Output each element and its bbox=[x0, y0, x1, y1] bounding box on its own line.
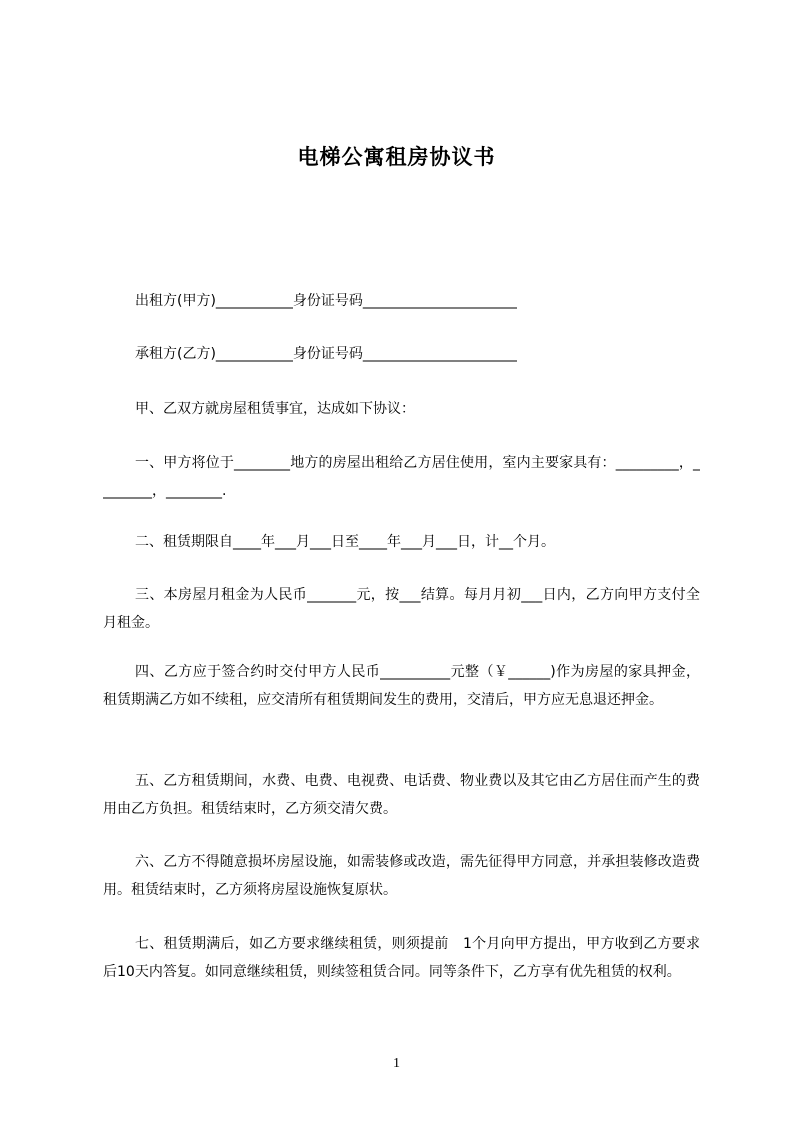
lessor-line: 出租方(甲方)___________身份证号码______________________ bbox=[135, 293, 517, 309]
intro-line: 甲、乙双方就房屋租赁事宜，达成如下协议： bbox=[135, 401, 415, 417]
page-number: 1 bbox=[393, 1056, 400, 1071]
clause-5: 五、乙方租赁期间，水费、电费、电视费、电话费、物业费以及其它由乙方居住而产生的费用由乙方负担。租赁结束时，乙方须交清欠费。 bbox=[103, 773, 700, 817]
clause-2: 二、租赁期限自____年___月___日至____年___月___日，计__个月。 bbox=[135, 534, 555, 550]
page-title: 电梯公寓租房协议书 bbox=[297, 145, 496, 169]
clause-7: 七、租赁期满后，如乙方要求继续租赁，则须提前 1个月向甲方提出，甲方收到乙方要求后10天内答复。如同意继续租赁，则续签租赁合同。同等条件下，乙方享有优先租赁的权利。 bbox=[103, 936, 700, 980]
clause-4: 四、乙方应于签合约时交付甲方人民币__________元整（￥______)作为房屋的家具押金，租赁期满乙方如不续租，应交清所有租赁期间发生的费用，交清后，甲方应无息退还押金。 bbox=[103, 664, 700, 708]
clause-1: 一、甲方将位于________地方的房屋出租给乙方居住使用，室内主要家具有：_________，________，________. bbox=[103, 455, 700, 499]
clause-3: 三、本房屋月租金为人民币_______元，按___结算。每月月初___日内，乙方向甲方支付全月租金。 bbox=[103, 587, 700, 631]
lessee-line: 承租方(乙方)___________身份证号码______________________ bbox=[135, 346, 517, 362]
clause-6: 六、乙方不得随意损坏房屋设施，如需装修或改造，需先征得甲方同意，并承担装修改造费用。租赁结束时，乙方须将房屋设施恢复原状。 bbox=[103, 854, 700, 898]
